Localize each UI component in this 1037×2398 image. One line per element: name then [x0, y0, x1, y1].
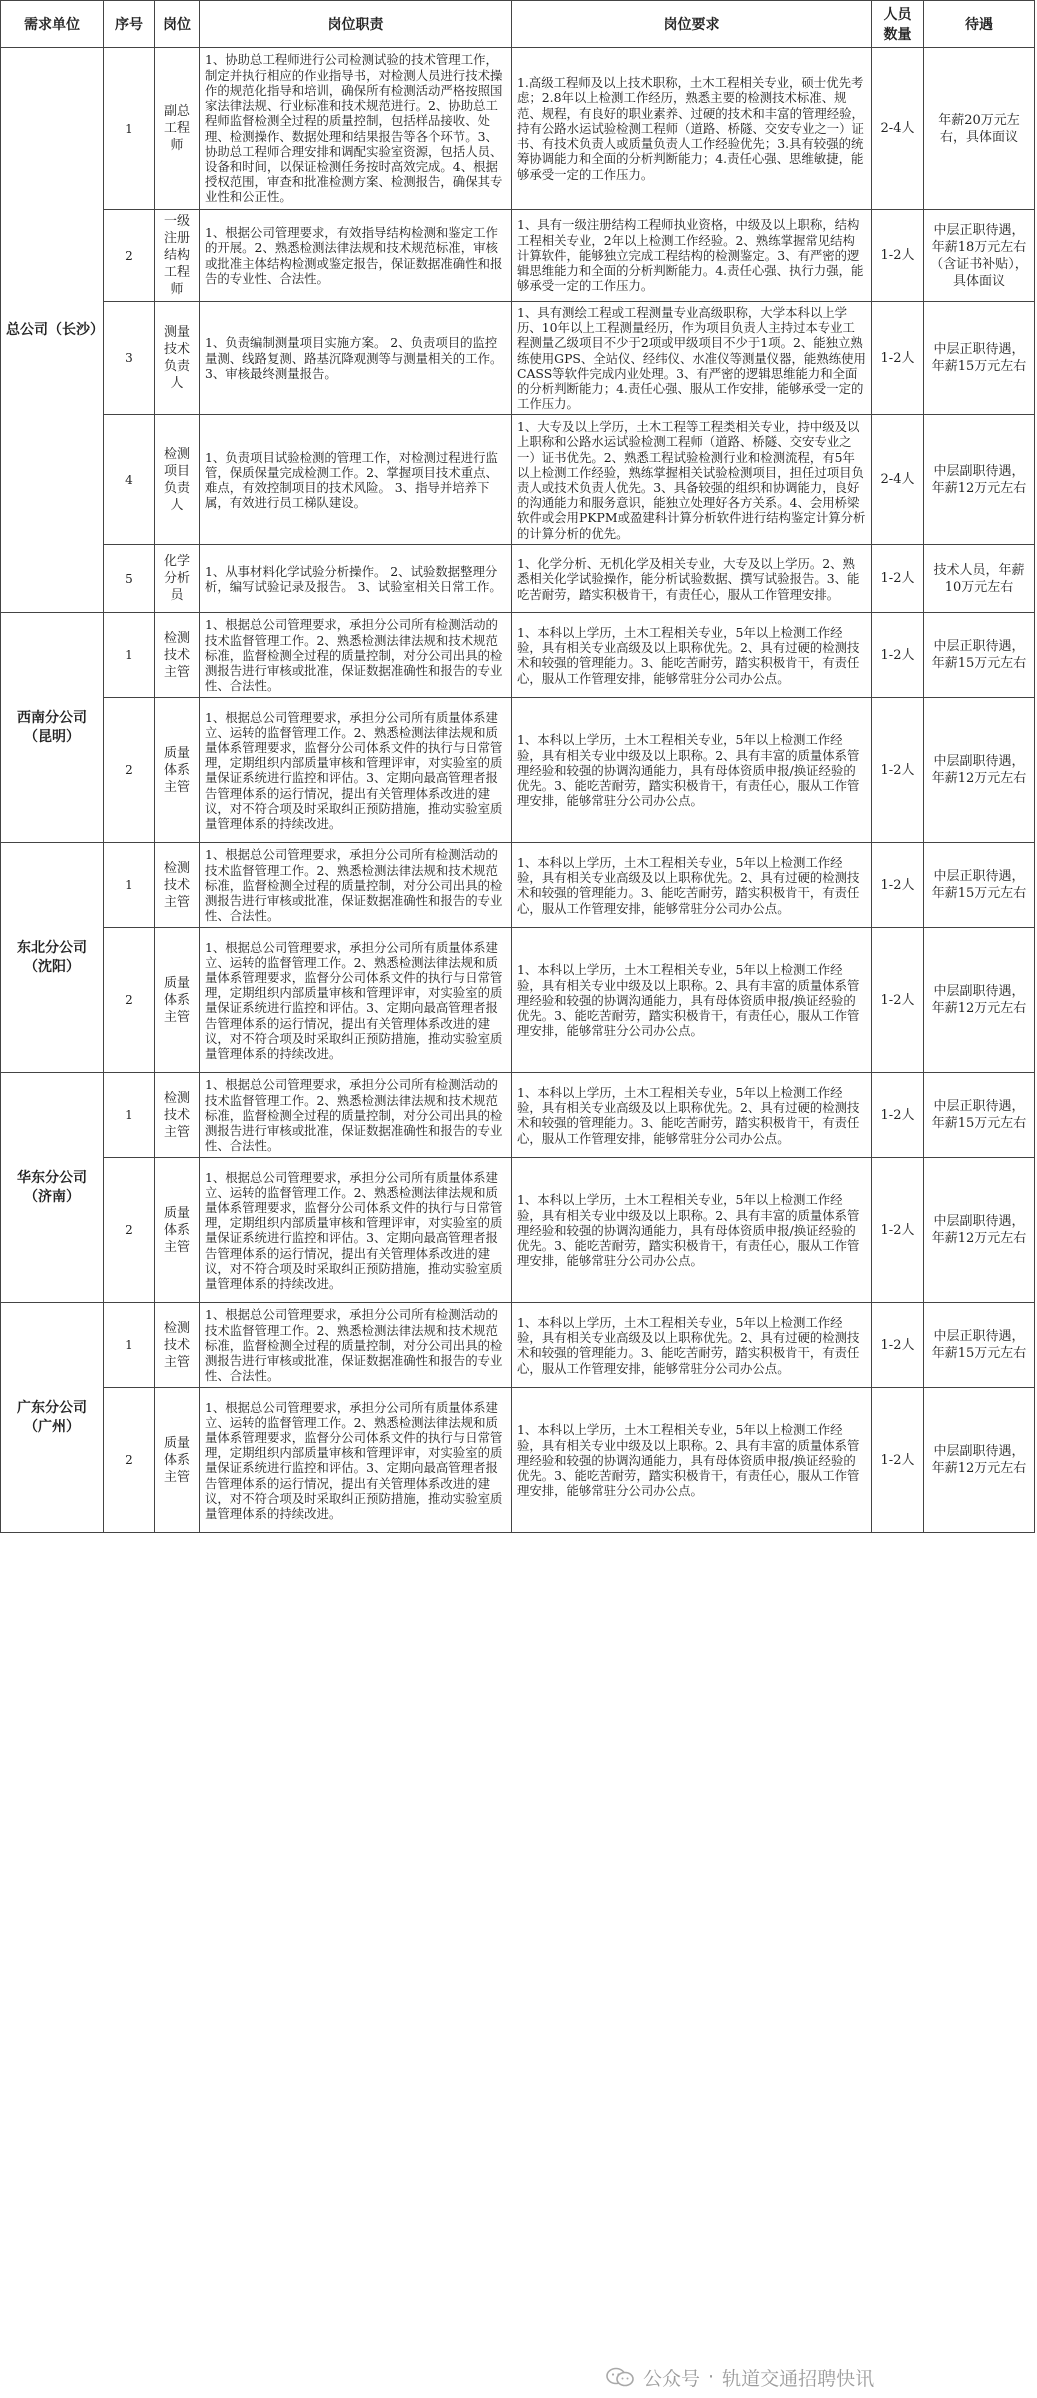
- duties-cell: 1、根据总公司管理要求，承担分公司所有质量体系建立、运转的监督管理工作。2、熟悉检测法律法规和质量体系管理要求，监督分公司体系文件的执行与日常管理，定期组织内部质量审核和管理评审，对实验室的质量保证系统进行监控和评估。3、定期向最高管理者报告管理体系的运行情况，提出有关管理体系改进的建议，对不符合项及时采取纠正预防措施，推动实验室质量管理体系的持续改进。: [200, 698, 512, 843]
- requirements-cell: 1.高级工程师及以上技术职称，土木工程相关专业，硕士优先考虑；2.8年以上检测工作经历，熟悉主要的检测技术标准、规范、规程，有良好的职业素养、过硬的技术和丰富的管理经验，持有公路水运试验检测工程师（道路、桥隧、交安专业之一）证书、有技术负责人或质量负责人工作经验优先；3.具有较强的统筹协调能力和全面的分析判断能力；4.责任心强、思维敏捷，能够承受一定的工作压力。: [512, 48, 872, 210]
- header-requirements: 岗位要求: [512, 1, 872, 48]
- duties-cell: 1、根据总公司管理要求，承担分公司所有检测活动的技术监督管理工作。2、熟悉检测法律法规和技术规范标准，监督检测全过程的质量控制，对分公司出具的检测报告进行审核或批准，保证数据准确性和报告的专业性、合法性。: [200, 1303, 512, 1388]
- unit-cell: 华东分公司（济南）: [1, 1073, 104, 1303]
- seq-cell: 2: [104, 210, 155, 302]
- unit-cell: 广东分公司（广州）: [1, 1303, 104, 1533]
- table-row: [1, 210, 1035, 302]
- count-cell: 1-2人: [872, 1073, 924, 1158]
- pay-cell: 技术人员，年薪10万元左右: [924, 545, 1035, 613]
- position-cell: 一级注册结构工程师: [155, 210, 200, 302]
- pay-cell: 中层副职待遇，年薪12万元左右: [924, 928, 1035, 1073]
- header-seq: 序号: [104, 1, 155, 48]
- seq-cell: 5: [104, 545, 155, 613]
- seq-cell: 3: [104, 302, 155, 415]
- count-cell: 1-2人: [872, 210, 924, 302]
- table-row: [1, 302, 1035, 415]
- requirements-cell: 1、本科以上学历，土木工程相关专业，5年以上检测工作经验，具有相关专业中级及以上职称。2、具有丰富的质量体系管理经验和较强的协调沟通能力，具有母体资质申报/换证经验的优先。3、能吃苦耐劳，踏实积极肯干，有责任心，服从工作管理安排，能够常驻分公司办公点。: [512, 928, 872, 1073]
- requirements-cell: 1、本科以上学历，土木工程相关专业，5年以上检测工作经验，具有相关专业高级及以上职称优先。2、具有过硬的检测技术和较强的管理能力。3、能吃苦耐劳，踏实积极肯干，有责任心，服从工作管理安排，能够常驻分公司办公点。: [512, 1303, 872, 1388]
- count-cell: 1-2人: [872, 843, 924, 928]
- position-cell: 测量技术负责人: [155, 302, 200, 415]
- position-cell: 检测技术主管: [155, 1303, 200, 1388]
- seq-cell: 1: [104, 48, 155, 210]
- requirements-cell: 1、化学分析、无机化学及相关专业，大专及以上学历。2、熟悉相关化学试验操作，能分析试验数据、撰写试验报告。3、能吃苦耐劳，踏实积极肯干，有责任心，服从工作管理安排。: [512, 545, 872, 613]
- table-header-row: [1, 1, 1035, 48]
- count-cell: 1-2人: [872, 545, 924, 613]
- duties-cell: 1、根据总公司管理要求，承担分公司所有质量体系建立、运转的监督管理工作。2、熟悉检测法律法规和质量体系管理要求，监督分公司体系文件的执行与日常管理，定期组织内部质量审核和管理评审，对实验室的质量保证系统进行监控和评估。3、定期向最高管理者报告管理体系的运行情况，提出有关管理体系改进的建议，对不符合项及时采取纠正预防措施，推动实验室质量管理体系的持续改进。: [200, 1388, 512, 1533]
- pay-cell: 中层副职待遇，年薪12万元左右: [924, 1388, 1035, 1533]
- table-row: [1, 1073, 1035, 1158]
- duties-cell: 1、负责编制测量项目实施方案。 2、负责项目的监控量测、线路复测、路基沉降观测等与测量相关的工作。 3、审核最终测量报告。: [200, 302, 512, 415]
- table-row: [1, 613, 1035, 698]
- duties-cell: 1、根据总公司管理要求，承担分公司所有质量体系建立、运转的监督管理工作。2、熟悉检测法律法规和质量体系管理要求，监督分公司体系文件的执行与日常管理，定期组织内部质量审核和管理评审，对实验室的质量保证系统进行监控和评估。3、定期向最高管理者报告管理体系的运行情况，提出有关管理体系改进的建议，对不符合项及时采取纠正预防措施，推动实验室质量管理体系的持续改进。: [200, 1158, 512, 1303]
- count-cell: 1-2人: [872, 698, 924, 843]
- requirements-cell: 1、具有一级注册结构工程师执业资格，中级及以上职称，结构工程相关专业，2年以上检测工作经验。2、熟练掌握常见结构计算软件，能够独立完成工程结构的检测鉴定。3、有严密的逻辑思维能力和全面的分析判断能力。4.责任心强、执行力强，能够承受一定的工作压力。: [512, 210, 872, 302]
- duties-cell: 1、根据总公司管理要求，承担分公司所有质量体系建立、运转的监督管理工作。2、熟悉检测法律法规和质量体系管理要求，监督分公司体系文件的执行与日常管理，定期组织内部质量审核和管理评审，对实验室的质量保证系统进行监控和评估。3、定期向最高管理者报告管理体系的运行情况，提出有关管理体系改进的建议，对不符合项及时采取纠正预防措施，推动实验室质量管理体系的持续改进。: [200, 928, 512, 1073]
- seq-cell: 2: [104, 698, 155, 843]
- position-cell: 检测技术主管: [155, 1073, 200, 1158]
- pay-cell: 中层正职待遇，年薪15万元左右: [924, 302, 1035, 415]
- table-row: [1, 928, 1035, 1073]
- count-cell: 1-2人: [872, 302, 924, 415]
- table-body: [1, 48, 1035, 1533]
- watermark-name: 轨道交通招聘快讯: [722, 2367, 875, 2390]
- count-cell: 2-4人: [872, 48, 924, 210]
- table-row: [1, 415, 1035, 545]
- seq-cell: 2: [104, 1388, 155, 1533]
- unit-cell: 总公司（长沙）: [1, 48, 104, 613]
- header-count: 人员数量: [872, 1, 924, 48]
- header-duties: 岗位职责: [200, 1, 512, 48]
- duties-cell: 1、协助总工程师进行公司检测试验的技术管理工作，制定并执行相应的作业指导书，对检测人员进行技术操作的规范化指导和培训，确保所有检测活动严格按照国家法律法规、行业标准和技术规范进行。2、协助总工程师监督检测全过程的质量控制，包括样品接收、处理、检测操作、数据处理和结果报告等各个环节。3、协助总工程师合理安排和调配实验室资源，包括人员、设备和时间，以保证检测任务按时高效完成。4、根据授权范围，审查和批准检测方案、检测报告，确保其专业性和公正性。: [200, 48, 512, 210]
- requirements-cell: 1、本科以上学历，土木工程相关专业，5年以上检测工作经验，具有相关专业中级及以上职称。2、具有丰富的质量体系管理经验和较强的协调沟通能力，具有母体资质申报/换证经验的优先。3、能吃苦耐劳，踏实积极肯干，有责任心，服从工作管理安排，能够常驻分公司办公点。: [512, 1158, 872, 1303]
- watermark-dot: ·: [708, 2366, 715, 2388]
- duties-cell: 1、负责项目试验检测的管理工作，对检测过程进行监管，保质保量完成检测工作。2、掌握项目技术重点、难点，有效控制项目的技术风险。 3、指导并培养下属，有效进行员工梯队建设。: [200, 415, 512, 545]
- requirements-cell: 1、具有测绘工程或工程测量专业高级职称，大学本科以上学历、10年以上工程测量经历，作为项目负责人主持过本专业工程测量乙级项目不少于2项或甲级项目不少于1项。2、能独立熟练使用GPS、全站仪、经纬仪、水准仪等测量仪器，能熟练使用CASS等软件完成内业处理。3、有严密的逻辑思维能力和全面的分析判断能力；4.责任心强、服从工作安排，能够承受一定的工作压力。: [512, 302, 872, 415]
- header-unit: 需求单位: [1, 1, 104, 48]
- count-cell: 1-2人: [872, 1158, 924, 1303]
- table-row: [1, 1158, 1035, 1303]
- pay-cell: 中层正职待遇，年薪15万元左右: [924, 1303, 1035, 1388]
- seq-cell: 1: [104, 613, 155, 698]
- count-cell: 1-2人: [872, 928, 924, 1073]
- duties-cell: 1、根据总公司管理要求，承担分公司所有检测活动的技术监督管理工作。2、熟悉检测法律法规和技术规范标准，监督检测全过程的质量控制，对分公司出具的检测报告进行审核或批准，保证数据准确性和报告的专业性、合法性。: [200, 843, 512, 928]
- position-cell: 质量体系主管: [155, 928, 200, 1073]
- requirements-cell: 1、本科以上学历，土木工程相关专业，5年以上检测工作经验，具有相关专业高级及以上职称优先。2、具有过硬的检测技术和较强的管理能力。3、能吃苦耐劳，踏实积极肯干，有责任心，服从工作管理安排，能够常驻分公司办公点。: [512, 1073, 872, 1158]
- position-cell: 质量体系主管: [155, 1158, 200, 1303]
- table-row: [1, 545, 1035, 613]
- pay-cell: 年薪20万元左右，具体面议: [924, 48, 1035, 210]
- requirements-cell: 1、本科以上学历，土木工程相关专业，5年以上检测工作经验，具有相关专业高级及以上职称优先。2、具有过硬的检测技术和较强的管理能力。3、能吃苦耐劳，踏实积极肯干，有责任心，服从工作管理安排，能够常驻分公司办公点。: [512, 843, 872, 928]
- duties-cell: 1、根据公司管理要求，有效指导结构检测和鉴定工作的开展。2、熟悉检测法律法规和技术规范标准，审核或批准主体结构检测或鉴定报告，保证数据准确性和报告的专业性、合法性。: [200, 210, 512, 302]
- position-cell: 检测项目负责人: [155, 415, 200, 545]
- seq-cell: 2: [104, 1158, 155, 1303]
- position-cell: 质量体系主管: [155, 1388, 200, 1533]
- count-cell: 1-2人: [872, 1388, 924, 1533]
- requirements-cell: 1、大专及以上学历，土木工程等工程类相关专业，持中级及以上职称和公路水运试验检测工程师（道路、桥隧、交安专业之一）证书优先。2、熟悉工程试验检测行业和检测流程，有5年以上检测工作经验，熟练掌握相关试验检测项目，担任过项目负责人或技术负责人优先。3、具备较强的组织和协调能力，良好的沟通能力和服务意识，能独立处理好各方关系。4、会用桥梁软件或会用PKPM或盈建科计算分析软件进行结构鉴定计算分析的计算分析的优先。: [512, 415, 872, 545]
- duties-cell: 1、根据总公司管理要求，承担分公司所有检测活动的技术监督管理工作。2、熟悉检测法律法规和技术规范标准，监督检测全过程的质量控制，对分公司出具的检测报告进行审核或批准，保证数据准确性和报告的专业性、合法性。: [200, 613, 512, 698]
- position-cell: 化学分析员: [155, 545, 200, 613]
- duties-cell: 1、从事材料化学试验分析操作。 2、试验数据整理分析，编写试验记录及报告。 3、试验室相关日常工作。: [200, 545, 512, 613]
- requirements-cell: 1、本科以上学历，土木工程相关专业，5年以上检测工作经验，具有相关专业中级及以上职称。2、具有丰富的质量体系管理经验和较强的协调沟通能力，具有母体资质申报/换证经验的优先。3、能吃苦耐劳，踏实积极肯干，有责任心，服从工作管理安排，能够常驻分公司办公点。: [512, 1388, 872, 1533]
- count-cell: 1-2人: [872, 613, 924, 698]
- count-cell: 1-2人: [872, 1303, 924, 1388]
- table-row: [1, 1303, 1035, 1388]
- duties-cell: 1、根据总公司管理要求，承担分公司所有检测活动的技术监督管理工作。2、熟悉检测法律法规和技术规范标准，监督检测全过程的质量控制，对分公司出具的检测报告进行审核或批准，保证数据准确性和报告的专业性、合法性。: [200, 1073, 512, 1158]
- seq-cell: 1: [104, 1073, 155, 1158]
- watermark-prefix: 公众号: [643, 2367, 701, 2390]
- position-cell: 检测技术主管: [155, 843, 200, 928]
- seq-cell: 4: [104, 415, 155, 545]
- unit-cell: 西南分公司（昆明）: [1, 613, 104, 843]
- table-row: [1, 698, 1035, 843]
- table-row: [1, 843, 1035, 928]
- pay-cell: 中层正职待遇，年薪18万元左右（含证书补贴），具体面议: [924, 210, 1035, 302]
- pay-cell: 中层正职待遇，年薪15万元左右: [924, 613, 1035, 698]
- seq-cell: 2: [104, 928, 155, 1073]
- watermark: [605, 2362, 1035, 2392]
- position-cell: 检测技术主管: [155, 613, 200, 698]
- pay-cell: 中层副职待遇，年薪12万元左右: [924, 698, 1035, 843]
- seq-cell: 1: [104, 843, 155, 928]
- pay-cell: 中层正职待遇，年薪15万元左右: [924, 843, 1035, 928]
- count-cell: 2-4人: [872, 415, 924, 545]
- wechat-official-account-icon: [605, 2366, 635, 2388]
- position-cell: 质量体系主管: [155, 698, 200, 843]
- requirements-cell: 1、本科以上学历，土木工程相关专业，5年以上检测工作经验，具有相关专业高级及以上职称优先。2、具有过硬的检测技术和较强的管理能力。3、能吃苦耐劳，踏实积极肯干，有责任心，服从工作管理安排，能够常驻分公司办公点。: [512, 613, 872, 698]
- pay-cell: 中层正职待遇，年薪15万元左右: [924, 1073, 1035, 1158]
- header-position: 岗位: [155, 1, 200, 48]
- table-row: [1, 1388, 1035, 1533]
- seq-cell: 1: [104, 1303, 155, 1388]
- pay-cell: 中层副职待遇，年薪12万元左右: [924, 415, 1035, 545]
- table-row: [1, 48, 1035, 210]
- unit-cell: 东北分公司（沈阳）: [1, 843, 104, 1073]
- position-cell: 副总工程师: [155, 48, 200, 210]
- header-pay: 待遇: [924, 1, 1035, 48]
- requirements-cell: 1、本科以上学历，土木工程相关专业，5年以上检测工作经验，具有相关专业中级及以上职称。2、具有丰富的质量体系管理经验和较强的协调沟通能力，具有母体资质申报/换证经验的优先。3、能吃苦耐劳，踏实积极肯干，有责任心，服从工作管理安排，能够常驻分公司办公点。: [512, 698, 872, 843]
- pay-cell: 中层副职待遇，年薪12万元左右: [924, 1158, 1035, 1303]
